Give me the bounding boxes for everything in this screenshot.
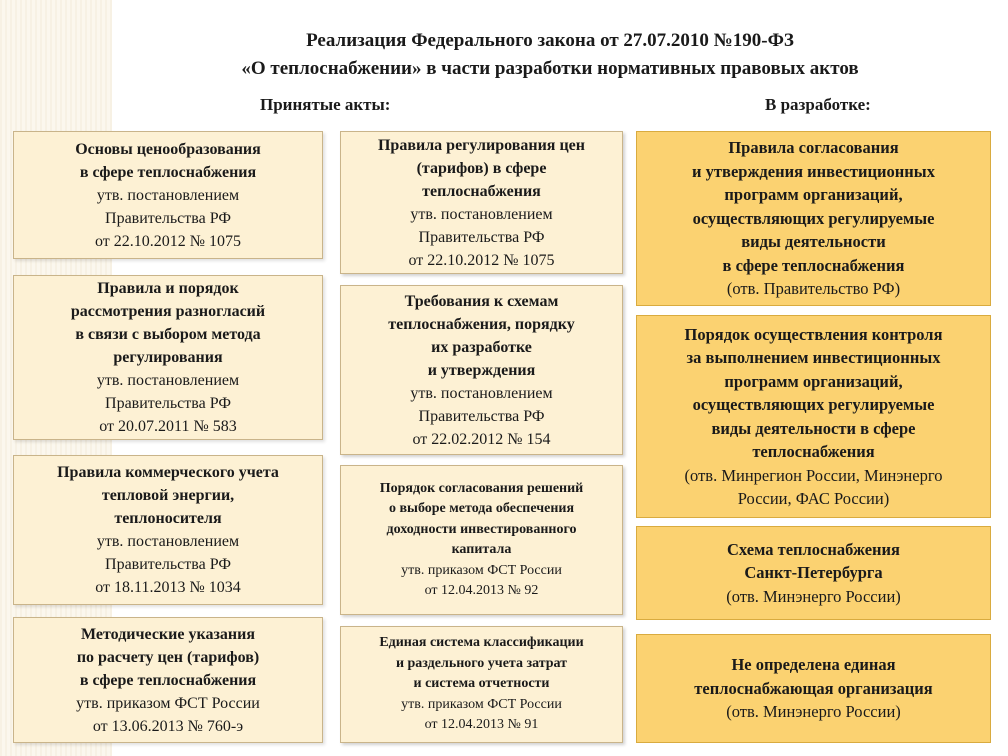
card-title-line: рассмотрения разногласий	[70, 303, 266, 320]
card-title-line: Порядок осуществления контроля	[684, 324, 943, 344]
in-progress-card	[636, 315, 991, 518]
card-note-line: Правительства РФ	[418, 407, 545, 425]
card-title-line: Основы ценообразования	[75, 140, 261, 158]
card-note-line: от 22.02.2012 № 154	[412, 430, 551, 448]
adopted-act-card	[13, 455, 323, 605]
card-title-line: осуществляющих регулируемые	[692, 208, 935, 228]
card-title-line: и утверждения инвестиционных	[692, 161, 935, 181]
card-note-line: утв. постановлением	[410, 384, 553, 402]
card-note-line: от 22.10.2012 № 1075	[94, 232, 242, 250]
card-title-line: в связи с выбором метода	[75, 326, 261, 343]
card-title-line: за выполнением инвестиционных	[686, 348, 941, 367]
card-note-line: от 12.04.2013 № 92	[424, 583, 539, 598]
card-note-line: утв. приказом ФСТ России	[76, 694, 260, 712]
card-note-line: Правительства РФ	[105, 395, 231, 412]
card-title-line: Порядок согласования решений	[379, 480, 584, 496]
card-note-line: от 18.11.2013 № 1034	[95, 579, 241, 596]
card-title-line: Методические указания	[81, 625, 255, 643]
card-title-line: о выборе метода обеспечения	[388, 501, 575, 516]
adopted-act-card	[340, 131, 623, 274]
card-title-line: и система отчетности	[413, 676, 550, 692]
card-title-line: доходности инвестированного	[386, 521, 577, 537]
card-title-line: теплоснабжения, порядку	[388, 315, 575, 333]
card-title-line: теплоносителя	[114, 510, 222, 527]
card-title-line: Схема теплоснабжения	[727, 539, 900, 559]
card-title-line: (тарифов) в сфере	[416, 159, 547, 177]
card-note-line: России, ФАС России)	[737, 489, 890, 508]
card-note-line: (отв. Минэнерго России)	[726, 702, 901, 722]
in-progress-card	[636, 634, 991, 743]
card-title-line: Правила регулирования цен	[377, 136, 585, 154]
card-title-line: Правила и порядок	[97, 280, 239, 297]
card-title-line: их разработке	[431, 338, 532, 356]
title-line-1: Реализация Федерального закона от 27.07.2010 №190-ФЗ	[306, 30, 794, 51]
adopted-act-card	[13, 617, 323, 743]
card-note-line: от 13.06.2013 № 760-э	[92, 717, 244, 735]
title-line-2: «О теплоснабжении» в части разработки нормативных правовых актов	[241, 58, 859, 79]
card-title-line: теплоснабжения	[422, 182, 541, 200]
card-note-line: утв. постановлением	[410, 205, 553, 223]
card-note-line: Правительства РФ	[105, 556, 231, 573]
card-note-line: утв. приказом ФСТ России	[401, 562, 562, 578]
card-title-line: по расчету цен (тарифов)	[76, 648, 260, 666]
card-title-line: капитала	[451, 542, 512, 557]
adopted-act-card	[340, 465, 623, 615]
card-note-line: Правительства РФ	[105, 209, 231, 227]
card-note-line: от 22.10.2012 № 1075	[408, 251, 555, 269]
card-note-line: (отв. Минэнерго России)	[726, 586, 901, 606]
adopted-act-card	[340, 285, 623, 455]
card-title-line: и раздельного учета затрат	[395, 655, 568, 671]
card-title-line: Санкт-Петербурга	[744, 563, 883, 583]
card-note-line: утв. приказом ФСТ России	[401, 696, 562, 712]
adopted-act-card	[13, 131, 323, 259]
card-title-line: Не определена единая	[731, 655, 896, 675]
card-title-line: виды деятельности	[741, 232, 886, 252]
in-progress-card	[636, 131, 991, 306]
card-title-line: в сфере теплоснабжения	[79, 163, 257, 181]
card-title-line: Требования к схемам	[404, 292, 559, 310]
card-note-line: утв. постановлением	[96, 372, 240, 389]
card-title-line: тепловой энергии,	[101, 487, 235, 504]
adopted-act-card	[340, 626, 623, 743]
card-note-line: (отв. Правительство РФ)	[726, 279, 901, 299]
card-title-line: теплоснабжения	[752, 442, 875, 461]
card-title-line: и утверждения	[427, 361, 536, 379]
card-title-line: Правила согласования	[728, 138, 899, 158]
card-title-line: программ организаций,	[724, 371, 903, 391]
card-title-line: программ организаций,	[724, 185, 903, 205]
card-title-line: осуществляющих регулируемые	[692, 395, 935, 414]
adopted-act-card	[13, 275, 323, 440]
card-title-line: виды деятельности в сфере	[711, 418, 916, 438]
page-title	[150, 27, 950, 83]
in-progress-card	[636, 526, 991, 620]
card-note-line: от 12.04.2013 № 91	[424, 717, 539, 733]
card-note-line: от 20.07.2011 № 583	[99, 418, 237, 435]
card-title-line: теплоснабжающая организация	[694, 678, 933, 698]
card-title-line: Единая система классификации	[379, 635, 584, 651]
card-title-line: в сфере теплоснабжения	[722, 255, 905, 275]
card-title-line: Правила коммерческого учета	[57, 464, 279, 481]
card-note-line: утв. постановлением	[96, 533, 240, 550]
card-title-line: регулирования	[113, 349, 223, 366]
card-note-line: Правительства РФ	[418, 228, 545, 246]
adopted-acts-heading: Принятые акты:	[260, 95, 391, 114]
card-note-line: утв. постановлением	[96, 186, 240, 204]
card-note-line: (отв. Минрегион России, Минэнерго	[684, 465, 943, 485]
card-title-line: в сфере теплоснабжения	[79, 671, 257, 689]
in-progress-heading: В разработке:	[765, 95, 871, 114]
